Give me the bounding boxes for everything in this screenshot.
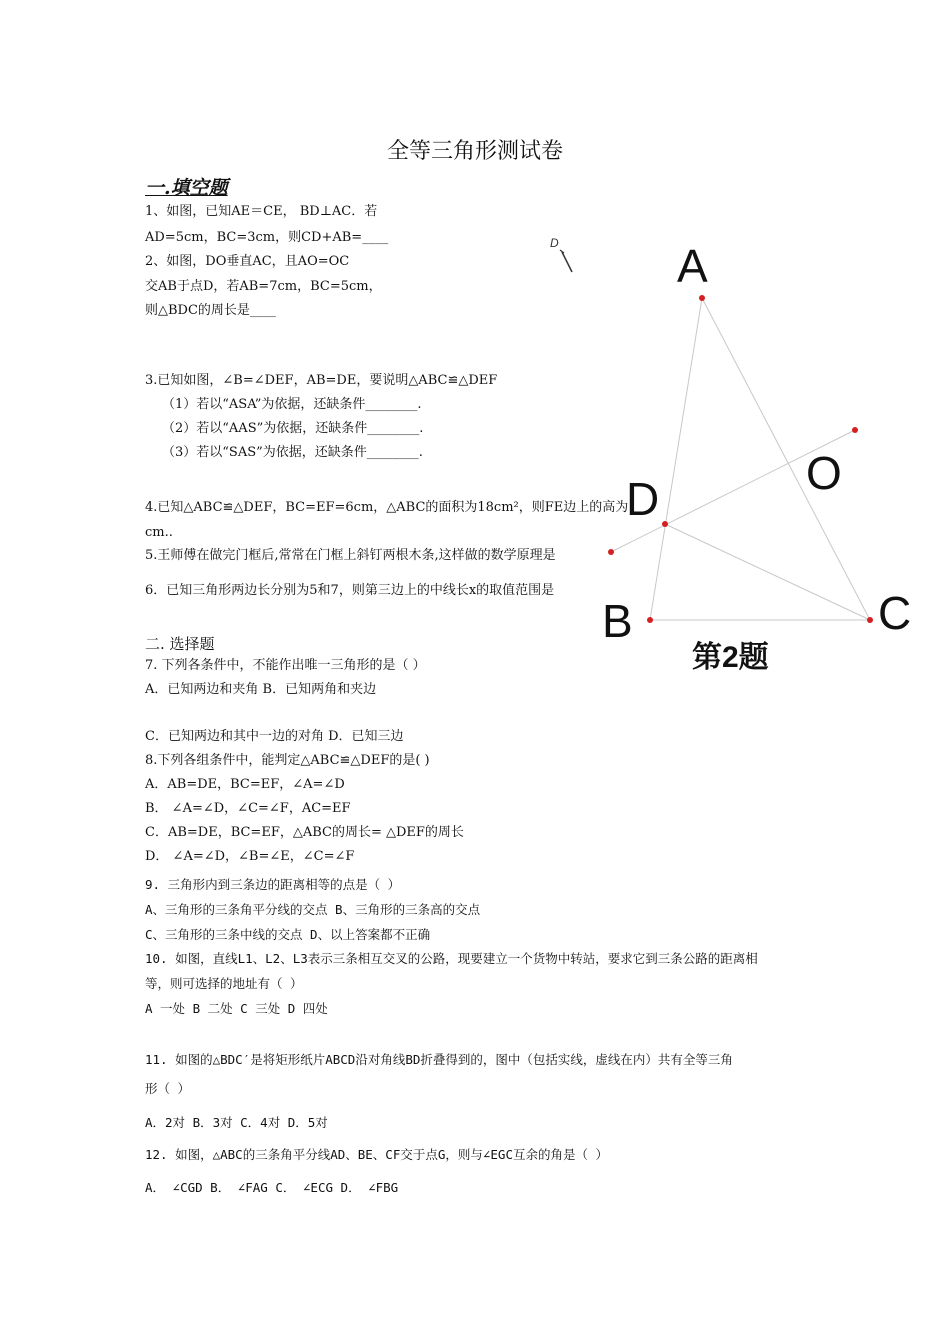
question-8-option-b: B． ∠A=∠D，∠C=∠F，AC=EF [145,801,351,816]
point-o-end [852,427,858,433]
label-a: A [677,240,708,292]
question-8-option-c: C．AB=DE，BC=EF，△ABC的周长= △DEF的周长 [145,825,464,840]
question-1-line-2: AD=5cm，BC=3cm，则CD+AB=____ [145,230,389,245]
point-d [662,521,668,527]
segment-ab [650,298,702,620]
page-title: 全等三角形测试卷 [386,139,563,164]
question-8-option-d: D． ∠A=∠D，∠B=∠E，∠C=∠F [145,849,355,864]
question-2-line-2: 交AB于点D，若AB=7cm，BC=5cm， [145,279,382,294]
label-d: D [626,473,660,525]
question-8-option-a: A．AB=DE，BC=EF，∠A=∠D [145,777,345,792]
segment-ac [702,298,870,620]
question-10-line-2: 等，则可选择的地址有（ ） [145,976,303,991]
question-3-line-3: （2）若以“AAS”为依据，还缺条件________. [162,421,424,436]
question-7-options-ab: A．已知两边和夹角 B．已知两角和夹边 [145,682,377,697]
question-5: 5.王师傅在做完门框后,常常在门框上斜钉两根木条,这样做的数学原理是 [145,548,556,563]
question-9-stem: 9. 三角形内到三条边的距离相等的点是（ ） [145,877,401,892]
question-2-line-3: 则△BDC的周长是____ [145,303,276,318]
question-7-stem: 7. 下列各条件中，不能作出唯一三角形的是（ ） [145,658,426,673]
triangle-figure [580,230,950,690]
question-3-line-4: （3）若以“SAS”为依据，还缺条件________. [162,445,423,460]
question-11-line-1: 11. 如图的△BDC′是将矩形纸片ABCD沿对角线BD折叠得到的，图中（包括实线，虚线在内）共有全等三角 [145,1052,733,1067]
question-7-options-cd: C．已知两边和其中一边的对角 D．已知三边 [145,729,404,744]
question-11-line-2: 形（ ） [145,1081,191,1096]
section-fill-in-heading: 一.填空题 [145,177,228,199]
figure-fragment [540,228,580,278]
question-1-line-1: 1、如图，已知AE＝CE， BD⊥AC．若 [145,204,378,219]
fragment-label-d: D [550,236,559,250]
question-12-stem: 12. 如图，△ABC的三条角平分线AD、BE、CF交于点G，则与∠EGC互余的角是（ ） [145,1147,609,1162]
label-c: C [878,587,912,639]
figure-caption: 第2题 [692,641,769,674]
question-11-options: A．2对 B．3对 C．4对 D．5对 [145,1115,328,1130]
point-d-end [608,549,614,555]
label-o: O [806,447,842,499]
question-10-options: A 一处 B 二处 C 三处 D 四处 [145,1001,328,1016]
segment-dc [665,524,870,620]
question-4-line-2: cm.. [145,525,173,540]
fragment-arc [562,252,572,272]
question-6: 6．已知三角形两边长分别为5和7，则第三边上的中线长x的取值范围是 [145,583,555,598]
section-choice-heading: 二. 选择题 [145,635,215,653]
question-3-line-2: （1）若以“ASA”为依据，还缺条件________. [162,397,422,412]
question-8-stem: 8.下列各组条件中，能判定△ABC≌△DEF的是( ) [145,753,430,768]
question-3-line-1: 3.已知如图，∠B=∠DEF，AB=DE，要说明△ABC≌△DEF [145,373,498,388]
question-2-line-1: 2、如图，DO垂直AC，且AO=OC [145,254,350,269]
question-10-line-1: 10. 如图，直线L1、L2、L3表示三条相互交叉的公路，现要建立一个货物中转站，要求它到三条公路的距离相 [145,951,758,966]
question-9-options-cd: C、三角形的三条中线的交点 D、以上答案都不正确 [145,927,431,942]
question-12-options: A． ∠CGD B． ∠FAG C． ∠ECG D． ∠FBG [145,1180,399,1195]
point-b [647,617,653,623]
point-a [699,295,705,301]
question-9-options-ab: A、三角形的三条角平分线的交点 B、三角形的三条高的交点 [145,902,481,917]
point-c [867,617,873,623]
question-4-line-1: 4.已知△ABC≌△DEF，BC=EF=6cm，△ABC的面积为18cm²，则FE边上的高为 [145,500,629,515]
label-b: B [602,595,633,647]
